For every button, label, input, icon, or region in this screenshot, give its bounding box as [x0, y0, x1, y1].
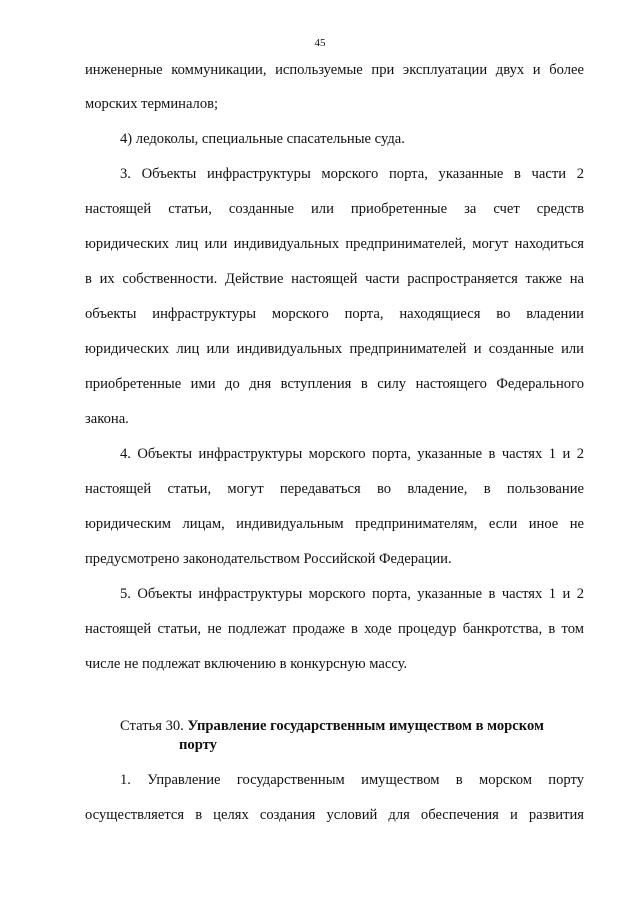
paragraph-start: 1. Управление государственным имуществом в морском порту — [120, 772, 584, 788]
text-line: приобретенные ими до дня вступления в силу настоящего Федерального — [85, 376, 584, 392]
text-line: юридическим лицам, индивидуальным предпринимателям, если иное не — [85, 516, 584, 532]
paragraph-start: 4. Объекты инфраструктуры морского порта, указанные в частях 1 и 2 — [120, 446, 584, 462]
text-line: предусмотрено законодательством Российской Федерации. — [85, 551, 452, 567]
text-line: настоящей статьи, не подлежат продаже в ходе процедур банкротства, в том — [85, 621, 584, 637]
list-item: 4) ледоколы, специальные спасательные суда. — [120, 131, 405, 147]
page-number: 45 — [314, 37, 326, 49]
text-line: осуществляется в целях создания условий для обеспечения и развития — [85, 807, 584, 823]
article-heading — [120, 718, 544, 735]
text-line: морских терминалов; — [85, 96, 219, 112]
text-line: настоящей статьи, могут передаваться во владение, в пользование — [85, 481, 584, 497]
text-line: в их собственности. Действие настоящей части распространяется также на — [85, 271, 584, 287]
article-title: Управление государственным имуществом в морском — [187, 718, 544, 734]
paragraph-start: 5. Объекты инфраструктуры морского порта, указанные в частях 1 и 2 — [120, 586, 584, 602]
article-title-continuation: порту — [179, 737, 217, 753]
article-number: Статья 30. — [120, 718, 188, 734]
text-line: числе не подлежат включению в конкурсную массу. — [85, 656, 408, 672]
text-line: юридических лиц или индивидуальных предпринимателей и созданные или — [85, 341, 584, 357]
text-line: объекты инфраструктуры морского порта, находящиеся во владении — [85, 306, 584, 322]
text-line: юридических лиц или индивидуальных предпринимателей, могут находиться — [85, 236, 584, 252]
text-line: настоящей статьи, созданные или приобретенные за счет средств — [85, 201, 584, 217]
text-line: закона. — [85, 411, 129, 427]
text-line: инженерные коммуникации, используемые при эксплуатации двух и более — [85, 62, 584, 78]
paragraph-start: 3. Объекты инфраструктуры морского порта, указанные в части 2 — [120, 166, 584, 182]
